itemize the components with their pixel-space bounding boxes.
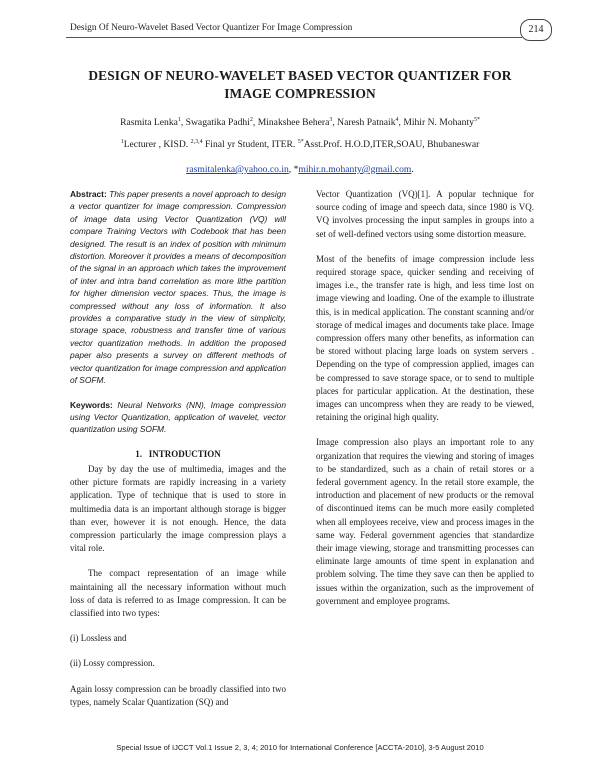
author-name: Swagatika Padhi	[185, 117, 250, 128]
affil-sup: 5*	[297, 139, 304, 145]
keywords-label: Keywords:	[70, 399, 113, 410]
section-heading: 1. INTRODUCTION	[135, 448, 221, 459]
right-column	[316, 188, 534, 620]
affil-text: Final yr Student, ITER.	[202, 139, 298, 150]
abstract-text: This paper presents a novel approach to design a vector quantizer for image compression. Compression of image data using Vector Quantization (VQ) will compare Training Vectors with Codebook that has been designed. The result is an index of position with minimum distortion. Moreover it provides a means of decomposition of the signal in an approach which takes the improvement of inter and intra band correlation as more lithe partition for higher dimension vector spaces. Thus, the image is compressed without any loss of information. It also provides a comparative study in the view of simplicity, storage space, robustness and transfer time of various vector quantization methods. In addition the proposed paper also presents a survey on different methods of vector quantization for image compression and application of SOFM.	[70, 189, 287, 386]
email-suffix: .	[411, 164, 414, 175]
author-sup: 3	[329, 117, 333, 123]
paragraph: Again lossy compression can be broadly classified into two types, namely Scalar Quantization (SQ) and	[70, 683, 286, 707]
author-name: Rasmita Lenka	[120, 117, 178, 128]
list-item: (ii) Lossy compression.	[70, 658, 155, 669]
email-link[interactable]: mihir.n.mohanty@gmail.com	[298, 164, 412, 175]
paragraph: Vector Quantization (VQ)[1]. A popular technique for source coding of image and speech data, since 1980 is VQ. VQ involves processing the input samples in groups into a set of well-defined vectors using some distortion measure.	[316, 189, 534, 239]
running-header: Design Of Neuro-Wavelet Based Vector Quantizer For Image Compression	[70, 23, 353, 33]
keywords-text: Neural Networks (NN), Image compression using Vector Quantization, application of wavelet, vector quantization using SOFM.	[70, 399, 286, 435]
paragraph: Most of the benefits of image compression include less required storage space, quicker sending and receiving of images i.e., the transfer rate is high, and less time lost on image viewing and loading. One of the example to illustrate this, is in medical application. The constant scanning and/or storage of medical images and documents take place. Image compression offers many other benefits, as information can be stored without placing large loads on system servers . Depending on the type of compression applied, images can be compressed to save storage space, or to send to multiple places for particular application. At the destination, these images can uncompress when they are ready to be viewed, retaining the original high quality.	[316, 253, 534, 423]
email-separator: , *	[288, 164, 299, 175]
affil-text: Lecturer , KISD.	[123, 139, 191, 150]
author-sup: 1	[177, 117, 181, 123]
paragraph: The compact representation of an image while maintaining all the necessary information without much loss of data is referred to as Image compression. It can be classified into two types:	[70, 568, 286, 618]
paper-title	[60, 67, 540, 103]
title-line-1: DESIGN OF NEURO-WAVELET BASED VECTOR QUANTIZER FOR	[88, 68, 512, 83]
author-sup: 5*	[473, 117, 480, 123]
affil-sup: 1	[120, 139, 124, 145]
author-name: Minakshee Behera	[257, 117, 330, 128]
page-number: 214	[520, 19, 552, 41]
paragraph: Image compression also plays an important role to any organization that requires the viewing and storing of images to be standardized, such as a chain of retail stores or a federal government agency. In the retail store example, the introduction and placement of new products or the removal of discontinued items can be much more easily completed when all employees receive, view and process images in the same way. Federal government agencies that standardize their image viewing, storage and transmitting processes can eliminate large amounts of time spent in explanation and problem solving. The time they save can then be applied to issues within the organization, such as the improvement of government and employee programs.	[316, 437, 534, 606]
affil-text: Asst.Prof. H.O.D,ITER,SOAU, Bhubaneswar	[303, 139, 480, 150]
paragraph: Day by day the use of multimedia, images and the other picture formats are rapidly increasing in a variety application. Type of technique that is used to store in multimedia data is an important although storage is bigger than ever, however it is not enough. Hence, the data compression particularly the image compression plays a vital role.	[70, 463, 286, 554]
title-line-2: IMAGE COMPRESSION	[224, 86, 376, 101]
author-name: Mihir N. Mohanty	[403, 117, 474, 128]
page-footer: Special Issue of IJCCT Vol.1 Issue 2, 3, 4; 2010 for International Conference [ACCTA-2010], 3-5 August 2010	[116, 743, 484, 752]
keywords	[70, 399, 286, 436]
author-emails	[60, 164, 540, 175]
author-name: Naresh Patnaik	[337, 117, 396, 128]
header-divider	[66, 37, 522, 38]
abstract	[70, 188, 286, 387]
left-column	[70, 188, 286, 721]
abstract-label: Abstract:	[70, 189, 107, 199]
list-item: (i) Lossless and	[70, 633, 127, 644]
email-link[interactable]: rasmitalenka@yahoo.co.in	[186, 164, 289, 175]
affiliations	[60, 139, 540, 150]
author-list: Rasmita Lenka$^1$, Swagatika Padhi$^2$, Minakshee Behera$^3$, Naresh Patnaik$^4$, Mihir N. Mohanty$^{5*}$	[120, 117, 480, 128]
author-sup: 4	[395, 117, 399, 123]
author-sup: 2	[249, 117, 253, 123]
affil-sup: 2,3,4	[190, 139, 203, 145]
